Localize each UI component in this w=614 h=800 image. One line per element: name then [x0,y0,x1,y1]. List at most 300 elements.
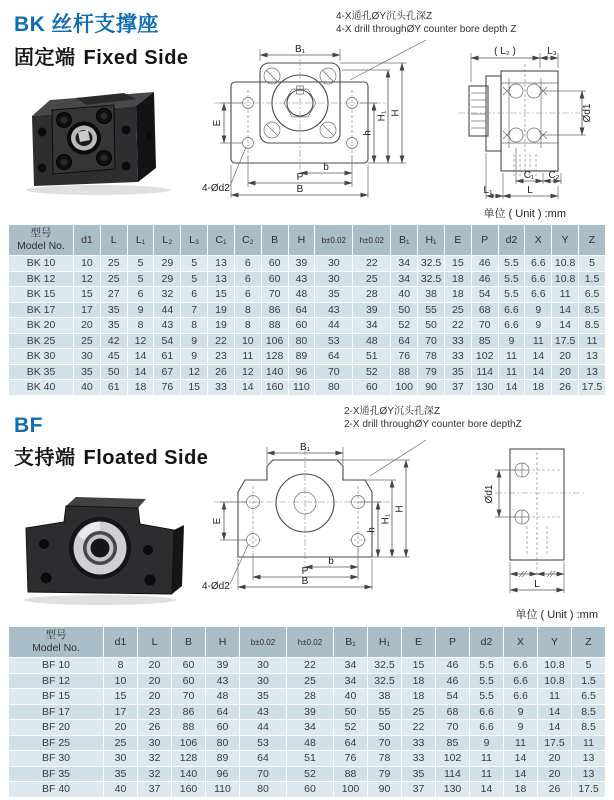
value-cell: 6 [127,287,154,303]
model-cell: BF 12 [9,673,104,689]
value-cell: 68 [471,302,498,318]
value-cell: 13 [579,349,606,365]
value-cell: 90 [418,380,445,396]
value-cell: 15 [402,658,436,674]
table-row [9,333,606,349]
value-cell: 34 [334,673,368,689]
bk-title [14,8,189,38]
value-cell: 76 [334,751,368,767]
bk-section-title [14,8,189,70]
value-cell: 9 [127,302,154,318]
value-cell: 52 [287,766,334,782]
value-cell: 64 [391,333,418,349]
dim-label-B: B [301,576,309,587]
value-cell: 35 [104,766,138,782]
bf-title-code: BF [14,414,43,437]
value-cell: 20 [138,689,172,705]
value-cell: 70 [315,364,353,380]
value-cell: 64 [315,349,353,365]
value-cell: 96 [206,766,240,782]
value-cell: 17 [74,302,101,318]
value-cell: 110 [206,782,240,798]
value-cell: 37 [402,782,436,798]
bk-note-en: 4-X drill throughØY counter bore depth Z [336,24,517,36]
value-cell: 52 [334,720,368,736]
value-cell: 15 [181,380,208,396]
value-cell: 9 [498,333,525,349]
value-cell: 114 [471,364,498,380]
value-cell: 8.5 [579,302,606,318]
table-row [9,673,606,689]
model-cell: BK 10 [9,256,74,272]
dim-label-l3: L₃ [547,46,557,57]
value-cell: 55 [418,302,445,318]
value-cell: 78 [418,349,445,365]
table-row [9,720,606,736]
value-cell: 20 [552,364,579,380]
value-cell: 6 [234,287,261,303]
value-cell: 32 [138,766,172,782]
value-cell: 40 [334,689,368,705]
value-cell: 6.6 [525,271,552,287]
value-cell: 48 [287,735,334,751]
dim-label-b: b [328,556,334,567]
value-cell: 54 [436,689,470,705]
dim-label-d1: Ød1 [582,103,593,123]
column-header: P [436,627,470,658]
value-cell: 5 [181,271,208,287]
bf-section-title [14,414,208,470]
value-cell: 33 [444,333,471,349]
dim-label-d2: 4-Ød2 [202,581,230,592]
column-header: H [206,627,240,658]
model-cell: BK 35 [9,364,74,380]
value-cell: 96 [288,364,315,380]
value-cell: 18 [127,380,154,396]
value-cell: 14 [525,349,552,365]
value-cell: 51 [287,751,334,767]
value-cell: 90 [368,782,402,798]
value-cell: 6.6 [504,673,538,689]
value-cell: 34 [353,318,391,334]
table-row [9,256,606,272]
dim-label-e: E [212,119,223,127]
value-cell: 39 [206,658,240,674]
value-cell: 32.5 [418,271,445,287]
value-cell: 18 [444,271,471,287]
value-cell: 32 [154,287,181,303]
value-cell: 5.5 [498,271,525,287]
value-cell: 8 [234,318,261,334]
value-cell: 25 [402,704,436,720]
value-cell: 64 [206,704,240,720]
value-cell: 8.5 [579,318,606,334]
value-cell: 32.5 [418,256,445,272]
table-row [9,689,606,705]
value-cell: 11 [470,766,504,782]
value-cell: 25 [100,256,127,272]
value-cell: 60 [172,673,206,689]
value-cell: 61 [100,380,127,396]
column-header: b±0.02 [315,225,353,256]
value-cell: 11 [234,349,261,365]
value-cell: 55 [368,704,402,720]
value-cell: 160 [172,782,206,798]
value-cell: 35 [402,766,436,782]
column-header: h±0.02 [287,627,334,658]
value-cell: 70 [172,689,206,705]
column-header: d1 [74,225,101,256]
value-cell: 106 [172,735,206,751]
value-cell: 23 [208,349,235,365]
value-cell: 17.5 [538,735,572,751]
dim-label-l2: ( L₂ ) [494,46,516,57]
value-cell: 9 [181,349,208,365]
value-cell: 14 [234,380,261,396]
value-cell: 44 [154,302,181,318]
value-cell: 5.5 [470,673,504,689]
value-cell: 70 [436,720,470,736]
dim-label-h1: H₁ [376,110,388,122]
value-cell: 6.6 [470,720,504,736]
value-cell: 13 [572,751,606,767]
dim-label-b: b [323,162,329,173]
column-header: L [138,627,172,658]
dim-label-c1: C₁ [523,170,535,181]
value-cell: 46 [471,271,498,287]
value-cell: 88 [261,318,288,334]
value-cell: 22 [353,256,391,272]
value-cell: 6.5 [572,689,606,705]
column-header: d2 [498,225,525,256]
dim-label-h1: H₁ [380,513,392,525]
column-header: X [504,627,538,658]
value-cell: 102 [436,751,470,767]
dim-label-h: h [362,130,374,136]
value-cell: 8 [127,318,154,334]
bk-subtitle-cn: 固定端 [14,47,76,69]
value-cell: 42 [100,333,127,349]
value-cell: 30 [240,658,287,674]
column-header: Y [538,627,572,658]
value-cell: 10.8 [552,271,579,287]
value-cell: 19 [208,302,235,318]
value-cell: 43 [154,318,181,334]
value-cell: 13 [208,256,235,272]
value-cell: 110 [288,380,315,396]
value-cell: 12 [234,364,261,380]
value-cell: 14 [498,380,525,396]
value-cell: 6.6 [498,318,525,334]
value-cell: 11 [538,689,572,705]
column-header-model: 型号 Model No. [9,225,74,256]
model-cell: BK 12 [9,271,74,287]
value-cell: 20 [138,673,172,689]
value-cell: 6.6 [504,658,538,674]
value-cell: 14 [504,751,538,767]
bf-subtitle [14,441,208,470]
value-cell: 70 [418,333,445,349]
value-cell: 30 [104,751,138,767]
value-cell: 29 [154,271,181,287]
value-cell: 23 [138,704,172,720]
value-cell: 39 [288,256,315,272]
column-header: L₁ [127,225,154,256]
value-cell: 12 [127,333,154,349]
dim-label-H: H [390,109,402,117]
table-row [9,318,606,334]
dim-label-L: L [534,579,540,590]
value-cell: 44 [315,318,353,334]
value-cell: 9 [504,720,538,736]
bf-unit-label: 单位 ( Unit ) :mm [515,609,598,621]
value-cell: 9 [504,704,538,720]
value-cell: 114 [436,766,470,782]
value-cell: 37 [444,380,471,396]
bf-title [14,414,208,438]
value-cell: 40 [104,782,138,798]
value-cell: 44 [240,720,287,736]
value-cell: 79 [418,364,445,380]
value-cell: 52 [391,318,418,334]
value-cell: 88 [334,766,368,782]
value-cell: 14 [538,704,572,720]
value-cell: 11 [579,333,606,349]
value-cell: 80 [288,333,315,349]
value-cell: 5.5 [498,256,525,272]
value-cell: 67 [154,364,181,380]
dim-label-B: B [296,184,304,195]
value-cell: 18 [504,782,538,798]
column-header: L₂ [154,225,181,256]
model-cell: BF 17 [9,704,104,720]
table-row [9,766,606,782]
value-cell: 53 [315,333,353,349]
value-cell: 25 [287,673,334,689]
value-cell: 14 [127,349,154,365]
value-cell: 26 [138,720,172,736]
value-cell: 14 [127,364,154,380]
value-cell: 6 [234,256,261,272]
value-cell: 28 [353,287,391,303]
bk-subtitle [14,41,189,70]
value-cell: 50 [334,704,368,720]
value-cell: 38 [418,287,445,303]
value-cell: 40 [391,287,418,303]
value-cell: 70 [368,735,402,751]
value-cell: 11 [498,364,525,380]
column-header: B₁ [334,627,368,658]
value-cell: 102 [471,349,498,365]
value-cell: 32.5 [368,658,402,674]
value-cell: 140 [261,364,288,380]
bf-table [8,626,606,798]
column-header: Y [552,225,579,256]
model-cell: BF 40 [9,782,104,798]
bf-product-photo [14,486,190,608]
value-cell: 140 [172,766,206,782]
value-cell: 11 [498,349,525,365]
value-cell: 25 [353,271,391,287]
value-cell: 5 [572,658,606,674]
value-cell: 46 [436,673,470,689]
value-cell: 25 [74,333,101,349]
value-cell: 35 [100,318,127,334]
value-cell: 5.5 [470,658,504,674]
bk-note-cn: 4-X通孔ØY沉头孔深Z [336,11,433,22]
model-cell: BF 15 [9,689,104,705]
model-cell: BK 17 [9,302,74,318]
value-cell: 20 [138,658,172,674]
value-cell: 6 [181,287,208,303]
value-cell: 51 [353,349,391,365]
value-cell: 60 [353,380,391,396]
column-header: C₁ [208,225,235,256]
value-cell: 70 [261,287,288,303]
value-cell: 80 [315,380,353,396]
value-cell: 160 [261,380,288,396]
value-cell: 10 [74,256,101,272]
value-cell: 33 [402,735,436,751]
value-cell: 12 [74,271,101,287]
value-cell: 76 [154,380,181,396]
value-cell: 6.5 [579,287,606,303]
value-cell: 43 [206,673,240,689]
value-cell: 89 [206,751,240,767]
value-cell: 8 [104,658,138,674]
dim-label-d2: 4-Ød2 [202,183,230,194]
value-cell: 27 [100,287,127,303]
column-header: B [172,627,206,658]
value-cell: 7 [181,302,208,318]
model-cell: BK 40 [9,380,74,396]
model-cell: BF 10 [9,658,104,674]
value-cell: 12 [181,364,208,380]
value-cell: 14 [552,302,579,318]
column-header: b±0.02 [240,627,287,658]
dim-label-b1: B₁ [294,44,306,55]
column-header: Z [579,225,606,256]
table-row [9,349,606,365]
value-cell: 11 [470,751,504,767]
value-cell: 5 [181,256,208,272]
value-cell: 15 [208,287,235,303]
value-cell: 30 [240,673,287,689]
value-cell: 88 [391,364,418,380]
value-cell: 20 [74,318,101,334]
value-cell: 9 [525,318,552,334]
value-cell: 20 [538,751,572,767]
value-cell: 26 [552,380,579,396]
value-cell: 48 [288,287,315,303]
bf-front-view-drawing [200,440,430,618]
value-cell: 6 [234,271,261,287]
value-cell: 6.6 [470,704,504,720]
model-cell: BF 20 [9,720,104,736]
value-cell: 48 [353,333,391,349]
column-header: E [444,225,471,256]
value-cell: 14 [525,364,552,380]
table-row [9,735,606,751]
bf-subtitle-cn: 支持端 [14,447,76,469]
value-cell: 39 [353,302,391,318]
model-cell: BF 35 [9,766,104,782]
dim-label-p: P [296,172,304,183]
value-cell: 50 [100,364,127,380]
value-cell: 10.8 [538,658,572,674]
value-cell: 20 [538,766,572,782]
bk-product-photo [16,74,180,198]
value-cell: 13 [572,766,606,782]
value-cell: 80 [240,782,287,798]
column-header: H₁ [368,627,402,658]
value-cell: 6.6 [525,256,552,272]
bf-subtitle-en: Floated Side [83,447,209,469]
dim-label-L: L [527,185,533,196]
value-cell: 35 [100,302,127,318]
value-cell: 15 [74,287,101,303]
value-cell: 52 [353,364,391,380]
column-header: E [402,627,436,658]
value-cell: 25 [104,735,138,751]
value-cell: 68 [436,704,470,720]
value-cell: 11 [525,333,552,349]
value-cell: 20 [104,720,138,736]
bf-side-view-drawing [437,444,607,612]
value-cell: 9 [525,302,552,318]
bk-front-view-drawing [200,40,430,218]
value-cell: 128 [261,349,288,365]
value-cell: 85 [471,333,498,349]
value-cell: 11 [552,287,579,303]
value-cell: 17.5 [579,380,606,396]
model-cell: BK 20 [9,318,74,334]
value-cell: 22 [402,720,436,736]
dim-label-d1: Ød1 [484,484,495,504]
value-cell: 13 [208,271,235,287]
value-cell: 64 [240,751,287,767]
value-cell: 60 [261,256,288,272]
value-cell: 60 [172,658,206,674]
value-cell: 70 [240,766,287,782]
column-header: C₂ [234,225,261,256]
value-cell: 30 [315,256,353,272]
bk-title-cn: 丝杆支撑座 [51,13,159,36]
dim-label-l1: L₁ [483,185,493,196]
value-cell: 11 [572,735,606,751]
value-cell: 13 [579,364,606,380]
value-cell: 6.6 [504,689,538,705]
value-cell: 60 [206,720,240,736]
value-cell: 106 [261,333,288,349]
value-cell: 26 [538,782,572,798]
bk-unit-label: 单位 ( Unit ) :mm [483,208,566,220]
value-cell: 80 [206,735,240,751]
value-cell: 60 [288,318,315,334]
value-cell: 61 [154,349,181,365]
value-cell: 30 [315,271,353,287]
value-cell: 86 [172,704,206,720]
column-header: L [100,225,127,256]
value-cell: 35 [444,364,471,380]
value-cell: 100 [334,782,368,798]
value-cell: 20 [552,349,579,365]
value-cell: 64 [288,302,315,318]
value-cell: 50 [418,318,445,334]
value-cell: 9 [470,735,504,751]
column-header: H [288,225,315,256]
table-row [9,704,606,720]
